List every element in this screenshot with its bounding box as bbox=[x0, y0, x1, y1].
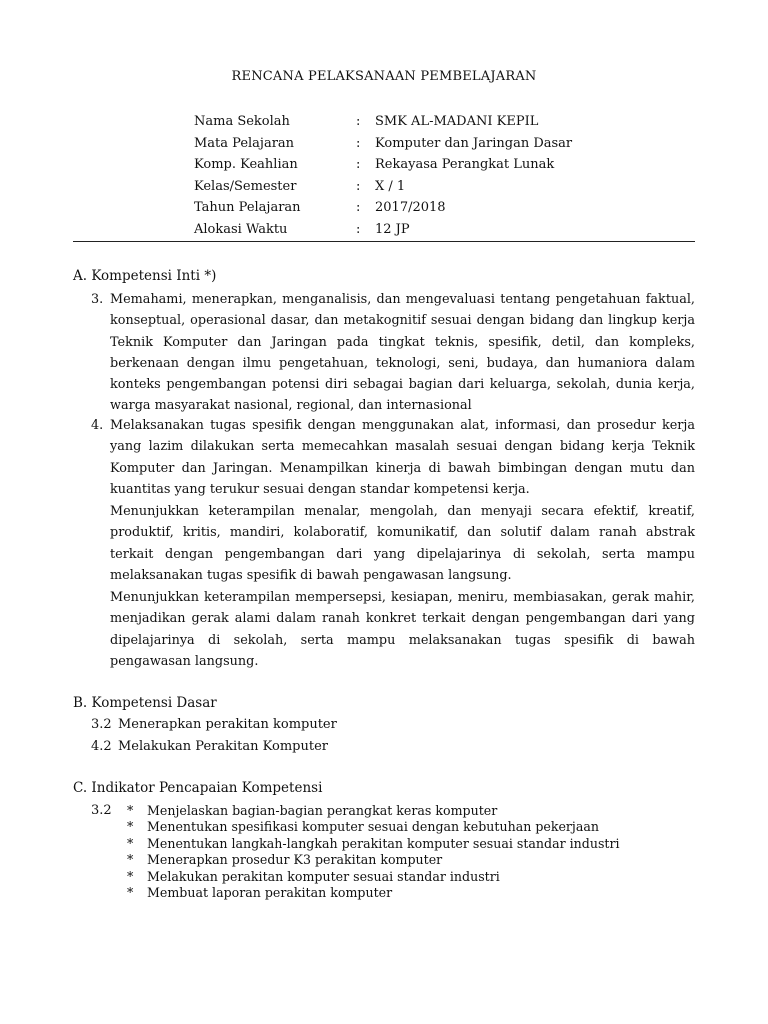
core-competence-item-4 bbox=[91, 415, 695, 500]
info-separator: : bbox=[356, 157, 361, 172]
section-a-heading: A. Kompetensi Inti *) bbox=[73, 268, 217, 284]
asterisk-bullet: * bbox=[127, 868, 134, 884]
indicator-list bbox=[127, 803, 620, 901]
asterisk-bullet: * bbox=[127, 803, 134, 818]
header-divider bbox=[73, 241, 695, 242]
basic-competence-item bbox=[91, 736, 328, 758]
info-row-school bbox=[194, 111, 614, 133]
list-item bbox=[127, 885, 620, 901]
asterisk-bullet: * bbox=[127, 819, 134, 835]
info-separator: : bbox=[356, 114, 361, 129]
info-label: Mata Pelajaran bbox=[194, 135, 295, 151]
info-label: Komp. Keahlian bbox=[194, 157, 298, 172]
list-item bbox=[127, 819, 620, 835]
indicator-text: Menentukan langkah-langkah perakitan komputer sesuai standar industri bbox=[147, 835, 620, 851]
info-value: Komputer dan Jaringan Dasar bbox=[375, 135, 573, 151]
info-separator: : bbox=[356, 178, 361, 194]
list-item bbox=[127, 803, 620, 819]
info-value: Rekayasa Perangkat Lunak bbox=[375, 157, 555, 172]
basic-competence-item bbox=[91, 714, 337, 736]
asterisk-bullet: * bbox=[127, 835, 134, 851]
info-value: 2017/2018 bbox=[375, 200, 446, 215]
info-row-subject bbox=[194, 133, 614, 155]
item-number: 4. bbox=[91, 418, 104, 433]
info-label: Alokasi Waktu bbox=[194, 221, 288, 237]
item-number: 3. bbox=[91, 292, 104, 307]
info-value: SMK AL-MADANI KEPIL bbox=[375, 114, 539, 129]
section-c-heading: C. Indikator Pencapaian Kompetensi bbox=[73, 780, 323, 796]
core-competence-paragraph: Menunjukkan keterampilan menalar, mengolah, dan menyaji secara efektif, kreatif, produktif, kritis, mandiri, kolaboratif, komunikatif, dan solutif dalam ranah abstrak terkait dengan pengembangan dari yang dipelajarinya di sekolah, serta mampu melaksanakan tugas spesifik di bawah pengawasan langsung. bbox=[110, 504, 695, 583]
info-row-time bbox=[194, 219, 614, 241]
competence-text: Melakukan Perakitan Komputer bbox=[118, 739, 328, 754]
indicator-text: Melakukan perakitan komputer sesuai standar industri bbox=[147, 868, 500, 884]
info-row-expertise bbox=[194, 154, 614, 176]
indicator-text: Membuat laporan perakitan komputer bbox=[147, 884, 393, 900]
section-b-heading: B. Kompetensi Dasar bbox=[73, 695, 217, 711]
list-item bbox=[127, 836, 620, 852]
document-title: RENCANA PELAKSANAAN PEMBELAJARAN bbox=[231, 69, 537, 84]
item-text: Melaksanakan tugas spesifik dengan menggunakan alat, informasi, dan prosedur kerja yang lazim dilakukan serta memecahkan masalah sesuai dengan bidang kerja Teknik Komputer dan Jaringan. Menampilkan kinerja di bawah bimbingan dengan mutu dan kuantitas yang terukur sesuai dengan standar kompetensi kerja. bbox=[110, 418, 695, 497]
info-separator: : bbox=[356, 221, 361, 237]
list-item bbox=[127, 852, 620, 868]
indicator-text: Menentukan spesifikasi komputer sesuai dengan kebutuhan pekerjaan bbox=[147, 819, 599, 835]
competence-code: 4.2 bbox=[91, 739, 112, 754]
core-competence-paragraph: Menunjukkan keterampilan mempersepsi, kesiapan, meniru, membiasakan, gerak mahir, menjadikan gerak alami dalam ranah konkret terkait dengan pengembangan dari yang dipelajarinya di sekolah, serta mampu melaksanakan tugas spesifik di bawah pengawasan langsung. bbox=[110, 590, 695, 669]
school-info-table bbox=[194, 111, 614, 240]
core-competence-item-3 bbox=[91, 289, 695, 417]
info-value: 12 JP bbox=[375, 221, 410, 237]
item-text: Memahami, menerapkan, menganalisis, dan mengevaluasi tentang pengetahuan faktual, konseptual, operasional dasar, dan metakognitif sesuai dengan bidang dan lingkup kerja Teknik Komputer dan Jaringan pada tingkat teknis, spesifik, detil, dan kompleks, berkenaan dengan ilmu pengetahuan, teknologi, seni, budaya, dan humaniora dalam konteks pengembangan potensi diri sebagai bagian dari keluarga, sekolah, dunia kerja, warga masyarakat nasional, regional, dan internasional bbox=[110, 292, 695, 414]
competence-text: Menerapkan perakitan komputer bbox=[118, 717, 337, 732]
asterisk-bullet: * bbox=[127, 852, 134, 868]
indicator-text: Menjelaskan bagian-bagian perangkat keras komputer bbox=[147, 803, 498, 818]
info-label: Kelas/Semester bbox=[194, 178, 297, 194]
list-item bbox=[127, 869, 620, 885]
info-label: Nama Sekolah bbox=[194, 114, 290, 129]
asterisk-bullet: * bbox=[127, 884, 134, 900]
indicator-code: 3.2 bbox=[91, 803, 112, 818]
info-row-year bbox=[194, 197, 614, 219]
competence-code: 3.2 bbox=[91, 717, 112, 732]
info-value: X / 1 bbox=[375, 178, 406, 194]
info-label: Tahun Pelajaran bbox=[194, 200, 301, 215]
info-row-class bbox=[194, 176, 614, 198]
info-separator: : bbox=[356, 200, 361, 215]
info-separator: : bbox=[356, 135, 361, 151]
indicator-text: Menerapkan prosedur K3 perakitan komputer bbox=[147, 852, 443, 868]
